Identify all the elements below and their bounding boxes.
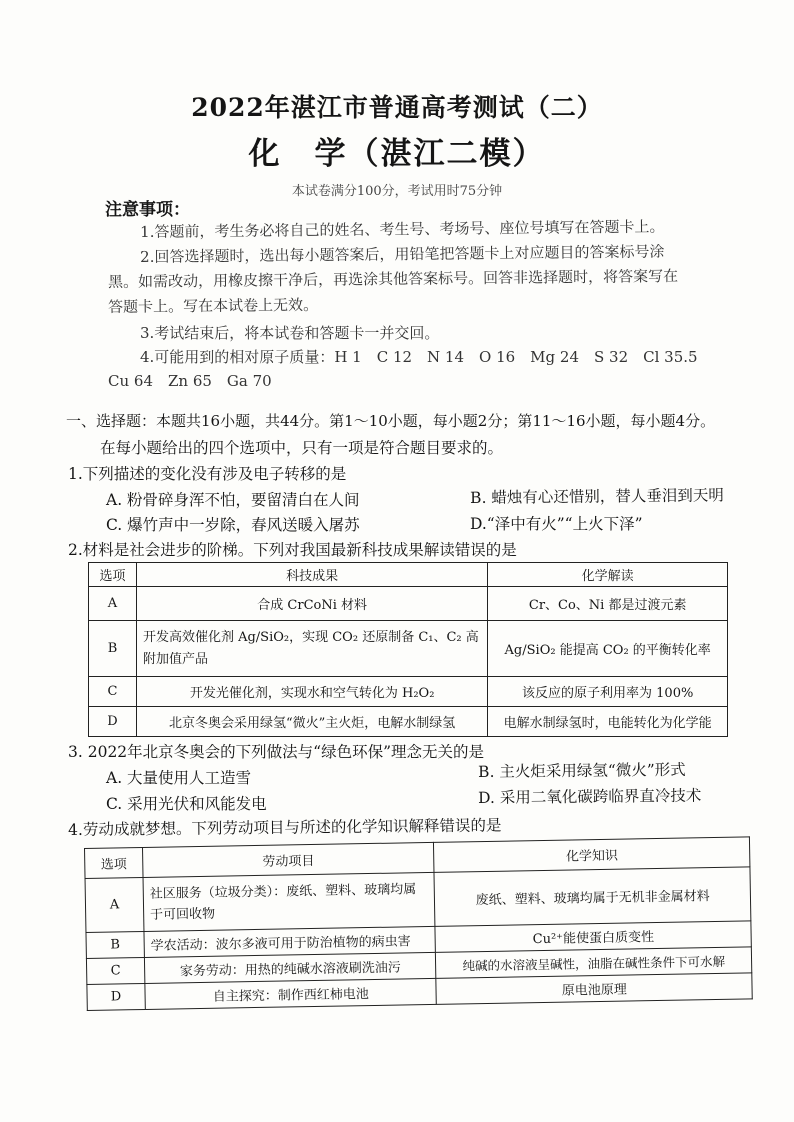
- exam-title: 2022年湛江市普通高考测试（二）: [191, 93, 603, 122]
- question-4-stem: 4.劳动成就梦想。下列劳动项目与所述的化学知识解释错误的是: [68, 816, 502, 839]
- question-3-option-c: C. 采用光伏和风能发电: [106, 795, 267, 813]
- question-3-option-b: B. 主火炬采用绿氢“微火”形式: [478, 760, 686, 781]
- question-2-table: [88, 562, 728, 737]
- notice-line: Cu 64 Zn 65 Ga 70: [108, 372, 272, 390]
- table-header: 劳动项目: [142, 842, 434, 877]
- notice-line: 1.答题前，考生务必将自己的姓名、考生号、考场号、座位号填写在答题卡上。: [140, 217, 665, 241]
- table-row: C 开发光催化剂，实现水和空气转化为 H₂O₂ 该反应的原子利用率为 100%: [89, 677, 728, 707]
- table-row: A 社区服务（垃圾分类）：废纸、塑料、玻璃均属于可回收物 废纸、塑料、玻璃均属于无机非金属材料: [85, 867, 751, 933]
- notice-line: 黑。如需改动，用橡皮擦干净后，再选涂其他答案标号。回答非选择题时，将答案写在: [108, 267, 679, 291]
- question-2-stem: 2.材料是社会进步的阶梯。下列对我国最新科技成果解读错误的是: [68, 541, 517, 559]
- table-row: B 开发高效催化剂 Ag/SiO₂，实现 CO₂ 还原制备 C₁、C₂ 高附加值产品 Ag/SiO₂ 能提高 CO₂ 的平衡转化率: [89, 621, 728, 677]
- notice-line: 2.回答选择题时，选出每小题答案后，用铅笔把答题卡上对应题目的答案标号涂: [140, 242, 665, 266]
- question-1-option-c: C. 爆竹声中一岁除，春风送暖入屠苏: [106, 516, 360, 534]
- question-3-stem: 3. 2022年北京冬奥会的下列做法与“绿色环保”理念无关的是: [68, 743, 485, 761]
- notice-line: 3.考试结束后，将本试卷和答题卡一并交回。: [140, 324, 440, 342]
- table-header: 化学解读: [488, 563, 728, 587]
- notice-line: 答题卡上。写在本试卷上无效。: [108, 295, 319, 316]
- table-row: D 自主探究：制作西红柿电池 原电池原理: [87, 973, 752, 1011]
- question-3-option-a: A. 大量使用人工造雪: [106, 769, 252, 787]
- table-header: 选项: [85, 847, 143, 878]
- notice-line: 4.可能用到的相对原子质量：H 1 C 12 N 14 O 16 Mg 24 S 32 Cl 35.5: [140, 348, 698, 366]
- table-row: C 家务劳动：用热的纯碱水溶液刷洗油污 纯碱的水溶液呈碱性，油脂在碱性条件下可水解: [86, 947, 751, 985]
- table-row: D 北京冬奥会采用绿氢“微火”主火炬，电解水制绿氢 电解水制绿氢时，电能转化为化学能: [89, 707, 728, 737]
- question-3-option-d: D. 采用二氧化碳跨临界直冷技术: [478, 786, 702, 807]
- question-1-option-a: A. 粉骨碎身浑不怕，要留清白在人间: [106, 491, 360, 509]
- table-header: 化学知识: [434, 837, 750, 873]
- table-row: B 学农活动：波尔多液可用于防治植物的病虫害 Cu²⁺能使蛋白质变性: [86, 921, 751, 959]
- subject-title: 化 学（湛江二模）: [248, 136, 546, 172]
- notice-heading: 注意事项：: [105, 200, 190, 220]
- question-4-table: [84, 836, 753, 1011]
- question-4-table-wrap: [84, 836, 767, 1028]
- section-heading: 一、选择题：本题共16小题，共44分。第1～10小题，每小题2分；第11～16小题，每小题4分。: [66, 412, 716, 430]
- table-row: A 合成 CrCoNi 材料 Cr、Co、Ni 都是过渡元素: [89, 587, 728, 621]
- question-1-option-d: D.“泽中有火”“上火下泽”: [470, 515, 643, 533]
- question-1-stem: 1.下列描述的变化没有涉及电子转移的是: [68, 465, 347, 483]
- question-1-option-b: B. 蜡烛有心还惜别，替人垂泪到天明: [470, 486, 724, 507]
- exam-info: 本试卷满分100分，考试用时75分钟: [291, 184, 503, 199]
- section-instruction: 在每小题给出的四个选项中，只有一项是符合题目要求的。: [100, 439, 504, 457]
- table-header: 科技成果: [136, 563, 487, 587]
- table-header: 选项: [89, 563, 137, 587]
